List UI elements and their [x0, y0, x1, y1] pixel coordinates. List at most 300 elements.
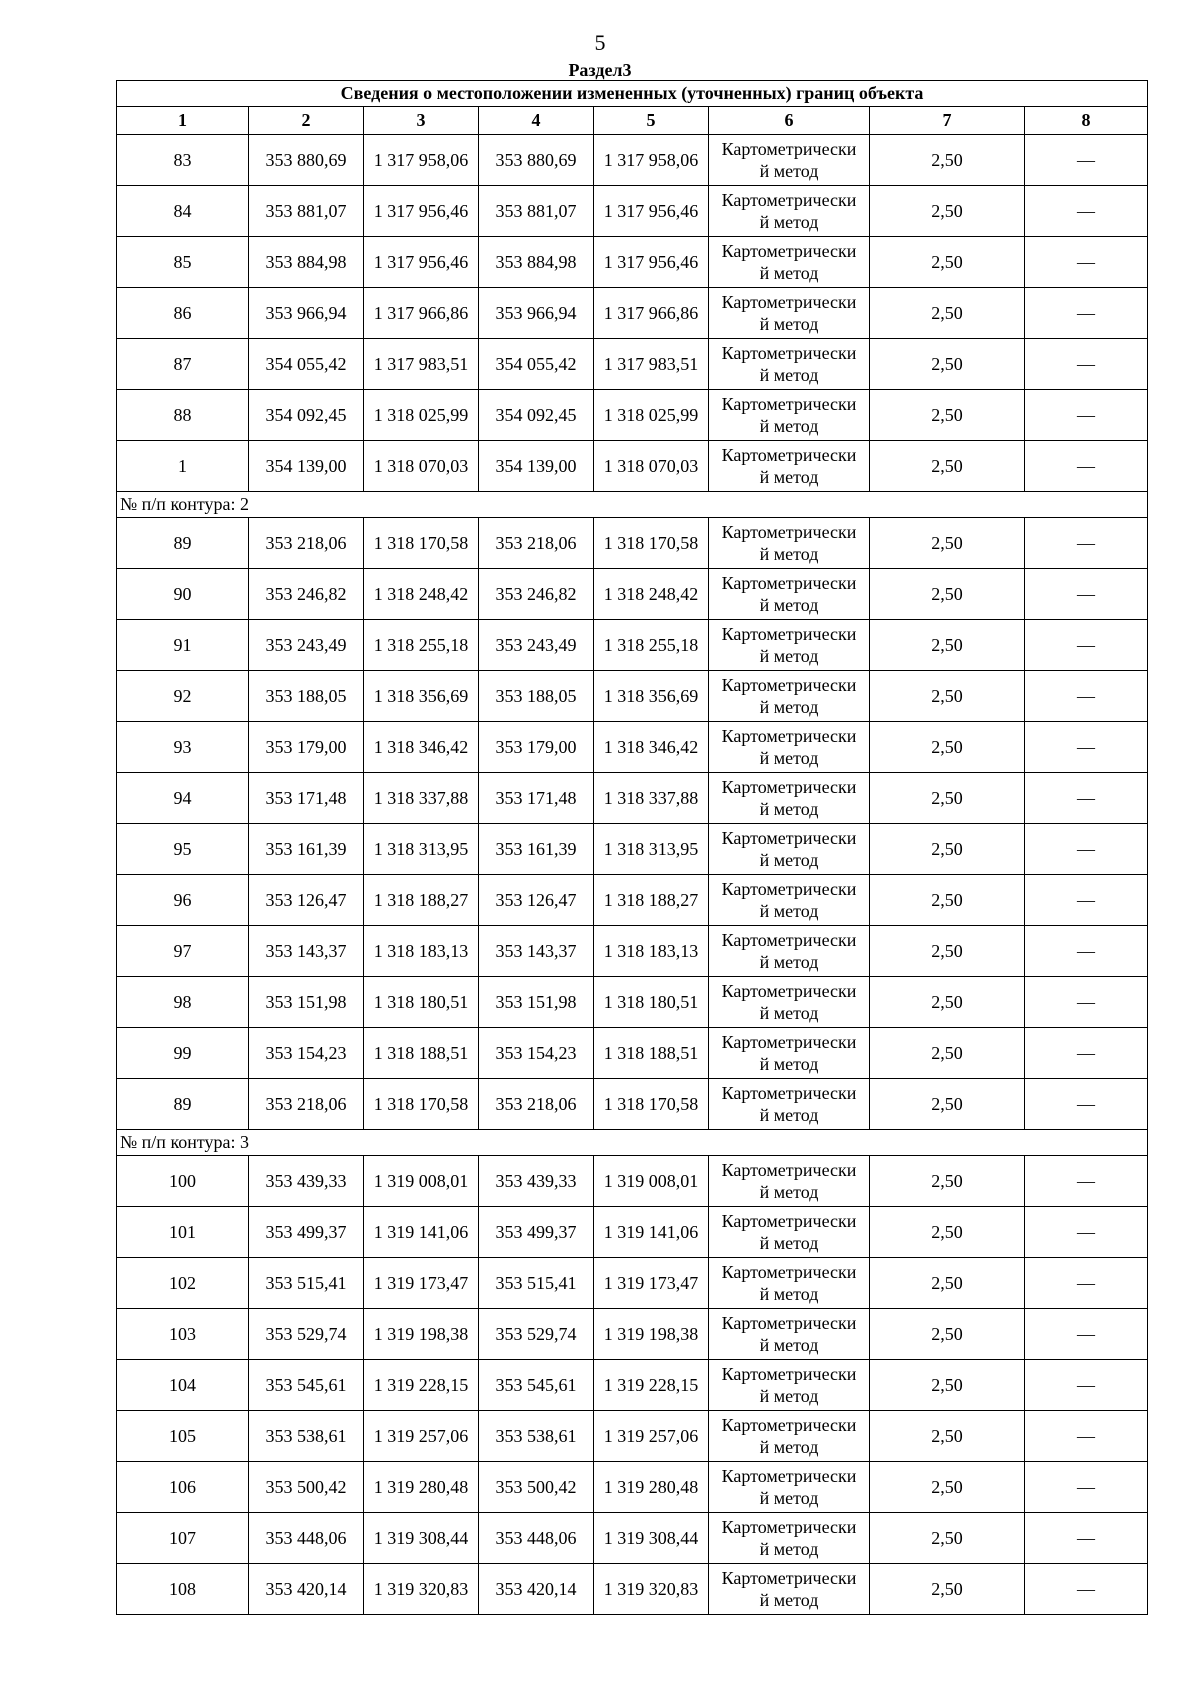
- method-cell: [709, 1513, 870, 1564]
- column-number-row: [117, 107, 1148, 135]
- method-cell: [709, 875, 870, 926]
- precision-cell: 2,50: [870, 1360, 1025, 1411]
- x-coordinate-cell: 353 499,37: [249, 1207, 364, 1258]
- precision-cell: 2,50: [870, 1462, 1025, 1513]
- column-number: 8: [1025, 107, 1148, 135]
- method-text-line1: Картометрически: [721, 879, 857, 899]
- dash-cell: —: [1025, 875, 1148, 926]
- y-coordinate-cell: 1 317 983,51: [364, 339, 479, 390]
- method-text-line1: Картометрически: [721, 573, 857, 593]
- y-coordinate-cell: 1 319 198,38: [364, 1309, 479, 1360]
- x-coordinate-cell: 353 500,42: [249, 1462, 364, 1513]
- method-text-line1: Картометрически: [721, 777, 857, 797]
- method-text-line2: й метод: [759, 314, 819, 334]
- y-coordinate-cell: 1 319 308,44: [364, 1513, 479, 1564]
- point-number-cell: 1: [117, 441, 249, 492]
- method-cell: [709, 620, 870, 671]
- table-row: [117, 1156, 1148, 1207]
- point-number-cell: 92: [117, 671, 249, 722]
- y-coordinate-new-cell: 1 319 280,48: [594, 1462, 709, 1513]
- dash-cell: —: [1025, 390, 1148, 441]
- y-coordinate-new-cell: 1 318 070,03: [594, 441, 709, 492]
- method-text-line2: й метод: [759, 1437, 819, 1457]
- dash-cell: —: [1025, 135, 1148, 186]
- method-cell: [709, 1207, 870, 1258]
- x-coordinate-new-cell: 353 161,39: [479, 824, 594, 875]
- method-text-line2: й метод: [759, 1233, 819, 1253]
- x-coordinate-cell: 353 515,41: [249, 1258, 364, 1309]
- x-coordinate-cell: 353 171,48: [249, 773, 364, 824]
- method-cell: [709, 1564, 870, 1615]
- table-row: [117, 339, 1148, 390]
- method-text-line2: й метод: [759, 1488, 819, 1508]
- point-number-cell: 102: [117, 1258, 249, 1309]
- point-number-cell: 94: [117, 773, 249, 824]
- x-coordinate-cell: 353 161,39: [249, 824, 364, 875]
- table-row: [117, 671, 1148, 722]
- table-row: [117, 1079, 1148, 1130]
- precision-cell: 2,50: [870, 1156, 1025, 1207]
- y-coordinate-cell: 1 318 170,58: [364, 518, 479, 569]
- dash-cell: —: [1025, 1564, 1148, 1615]
- method-text-line2: й метод: [759, 1284, 819, 1304]
- method-text-line2: й метод: [759, 1335, 819, 1355]
- y-coordinate-new-cell: 1 319 141,06: [594, 1207, 709, 1258]
- y-coordinate-new-cell: 1 319 008,01: [594, 1156, 709, 1207]
- x-coordinate-new-cell: 354 139,00: [479, 441, 594, 492]
- x-coordinate-cell: 354 092,45: [249, 390, 364, 441]
- y-coordinate-cell: 1 319 008,01: [364, 1156, 479, 1207]
- x-coordinate-cell: 353 246,82: [249, 569, 364, 620]
- table-row: [117, 1411, 1148, 1462]
- method-text-line1: Картометрически: [721, 726, 857, 746]
- y-coordinate-new-cell: 1 318 170,58: [594, 518, 709, 569]
- table-caption-row: [117, 81, 1148, 107]
- method-cell: [709, 186, 870, 237]
- x-coordinate-new-cell: 353 154,23: [479, 1028, 594, 1079]
- point-number-cell: 105: [117, 1411, 249, 1462]
- method-text-line2: й метод: [759, 263, 819, 283]
- x-coordinate-new-cell: 353 545,61: [479, 1360, 594, 1411]
- y-coordinate-cell: 1 319 173,47: [364, 1258, 479, 1309]
- point-number-cell: 84: [117, 186, 249, 237]
- precision-cell: 2,50: [870, 1028, 1025, 1079]
- method-text-line1: Картометрически: [721, 1083, 857, 1103]
- method-text-line2: й метод: [759, 1105, 819, 1125]
- precision-cell: 2,50: [870, 1079, 1025, 1130]
- y-coordinate-cell: 1 318 248,42: [364, 569, 479, 620]
- point-number-cell: 91: [117, 620, 249, 671]
- x-coordinate-new-cell: 353 143,37: [479, 926, 594, 977]
- method-text-line1: Картометрически: [721, 675, 857, 695]
- method-cell: [709, 773, 870, 824]
- y-coordinate-new-cell: 1 318 188,51: [594, 1028, 709, 1079]
- y-coordinate-new-cell: 1 319 257,06: [594, 1411, 709, 1462]
- table-row: [117, 1564, 1148, 1615]
- dash-cell: —: [1025, 773, 1148, 824]
- method-text-line1: Картометрически: [721, 624, 857, 644]
- x-coordinate-cell: 353 420,14: [249, 1564, 364, 1615]
- table-row: [117, 288, 1148, 339]
- precision-cell: 2,50: [870, 518, 1025, 569]
- point-number-cell: 97: [117, 926, 249, 977]
- y-coordinate-new-cell: 1 318 180,51: [594, 977, 709, 1028]
- method-cell: [709, 824, 870, 875]
- method-cell: [709, 1156, 870, 1207]
- method-text-line1: Картометрически: [721, 343, 857, 363]
- x-coordinate-new-cell: 353 515,41: [479, 1258, 594, 1309]
- precision-cell: 2,50: [870, 441, 1025, 492]
- x-coordinate-new-cell: 353 246,82: [479, 569, 594, 620]
- method-text-line2: й метод: [759, 901, 819, 921]
- y-coordinate-new-cell: 1 319 320,83: [594, 1564, 709, 1615]
- y-coordinate-cell: 1 319 320,83: [364, 1564, 479, 1615]
- x-coordinate-cell: 353 218,06: [249, 518, 364, 569]
- dash-cell: —: [1025, 1207, 1148, 1258]
- x-coordinate-new-cell: 353 171,48: [479, 773, 594, 824]
- dash-cell: —: [1025, 339, 1148, 390]
- column-number: 4: [479, 107, 594, 135]
- method-text-line2: й метод: [759, 595, 819, 615]
- point-number-cell: 86: [117, 288, 249, 339]
- x-coordinate-new-cell: 353 218,06: [479, 518, 594, 569]
- x-coordinate-new-cell: 354 092,45: [479, 390, 594, 441]
- dash-cell: —: [1025, 926, 1148, 977]
- method-text-line2: й метод: [759, 1054, 819, 1074]
- method-text-line1: Картометрически: [721, 139, 857, 159]
- method-text-line1: Картометрически: [721, 190, 857, 210]
- y-coordinate-new-cell: 1 319 228,15: [594, 1360, 709, 1411]
- x-coordinate-cell: 354 055,42: [249, 339, 364, 390]
- table-row: [117, 824, 1148, 875]
- y-coordinate-cell: 1 318 255,18: [364, 620, 479, 671]
- x-coordinate-new-cell: 353 188,05: [479, 671, 594, 722]
- table-row: [117, 1207, 1148, 1258]
- x-coordinate-cell: 353 545,61: [249, 1360, 364, 1411]
- method-text-line1: Картометрически: [721, 241, 857, 261]
- method-text-line2: й метод: [759, 416, 819, 436]
- y-coordinate-cell: 1 318 346,42: [364, 722, 479, 773]
- x-coordinate-cell: 353 966,94: [249, 288, 364, 339]
- method-cell: [709, 1079, 870, 1130]
- method-text-line1: Картометрически: [721, 1313, 857, 1333]
- y-coordinate-new-cell: 1 318 025,99: [594, 390, 709, 441]
- table-row: [117, 441, 1148, 492]
- dash-cell: —: [1025, 1411, 1148, 1462]
- dash-cell: —: [1025, 1079, 1148, 1130]
- method-text-line2: й метод: [759, 850, 819, 870]
- y-coordinate-new-cell: 1 318 356,69: [594, 671, 709, 722]
- method-cell: [709, 1462, 870, 1513]
- x-coordinate-new-cell: 354 055,42: [479, 339, 594, 390]
- method-cell: [709, 390, 870, 441]
- dash-cell: —: [1025, 620, 1148, 671]
- method-text-line1: Картометрически: [721, 445, 857, 465]
- dash-cell: —: [1025, 569, 1148, 620]
- table-caption: Сведения о местоположении измененных (уточненных) границ объекта: [117, 81, 1148, 107]
- precision-cell: 2,50: [870, 977, 1025, 1028]
- point-number-cell: 88: [117, 390, 249, 441]
- method-cell: [709, 288, 870, 339]
- y-coordinate-new-cell: 1 318 170,58: [594, 1079, 709, 1130]
- method-text-line1: Картометрически: [721, 1568, 857, 1588]
- method-text-line2: й метод: [759, 544, 819, 564]
- dash-cell: —: [1025, 237, 1148, 288]
- precision-cell: 2,50: [870, 1411, 1025, 1462]
- precision-cell: 2,50: [870, 569, 1025, 620]
- method-cell: [709, 1028, 870, 1079]
- dash-cell: —: [1025, 1513, 1148, 1564]
- y-coordinate-new-cell: 1 317 983,51: [594, 339, 709, 390]
- point-number-cell: 104: [117, 1360, 249, 1411]
- contour-header-row: [117, 492, 1148, 518]
- x-coordinate-new-cell: 353 499,37: [479, 1207, 594, 1258]
- contour-header-row: [117, 1130, 1148, 1156]
- method-text-line1: Картометрически: [721, 1466, 857, 1486]
- x-coordinate-cell: 353 143,37: [249, 926, 364, 977]
- method-cell: [709, 1258, 870, 1309]
- method-text-line1: Картометрически: [721, 1415, 857, 1435]
- method-text-line1: Картометрически: [721, 292, 857, 312]
- y-coordinate-cell: 1 318 337,88: [364, 773, 479, 824]
- column-number: 6: [709, 107, 870, 135]
- dash-cell: —: [1025, 186, 1148, 237]
- x-coordinate-cell: 353 884,98: [249, 237, 364, 288]
- precision-cell: 2,50: [870, 926, 1025, 977]
- x-coordinate-cell: 353 126,47: [249, 875, 364, 926]
- method-cell: [709, 237, 870, 288]
- y-coordinate-cell: 1 318 183,13: [364, 926, 479, 977]
- dash-cell: —: [1025, 1156, 1148, 1207]
- x-coordinate-new-cell: 353 529,74: [479, 1309, 594, 1360]
- point-number-cell: 90: [117, 569, 249, 620]
- table-row: [117, 722, 1148, 773]
- point-number-cell: 96: [117, 875, 249, 926]
- point-number-cell: 87: [117, 339, 249, 390]
- x-coordinate-cell: 353 529,74: [249, 1309, 364, 1360]
- point-number-cell: 103: [117, 1309, 249, 1360]
- method-text-line1: Картометрически: [721, 1032, 857, 1052]
- y-coordinate-cell: 1 317 956,46: [364, 186, 479, 237]
- precision-cell: 2,50: [870, 722, 1025, 773]
- method-text-line1: Картометрически: [721, 981, 857, 1001]
- method-text-line2: й метод: [759, 799, 819, 819]
- precision-cell: 2,50: [870, 773, 1025, 824]
- x-coordinate-cell: 353 439,33: [249, 1156, 364, 1207]
- table-row: [117, 926, 1148, 977]
- method-text-line2: й метод: [759, 748, 819, 768]
- table-row: [117, 186, 1148, 237]
- x-coordinate-new-cell: 353 218,06: [479, 1079, 594, 1130]
- precision-cell: 2,50: [870, 339, 1025, 390]
- y-coordinate-new-cell: 1 318 337,88: [594, 773, 709, 824]
- contour-label: № п/п контура: 3: [117, 1130, 1148, 1156]
- x-coordinate-new-cell: 353 439,33: [479, 1156, 594, 1207]
- dash-cell: —: [1025, 824, 1148, 875]
- contour-label: № п/п контура: 2: [117, 492, 1148, 518]
- precision-cell: 2,50: [870, 1309, 1025, 1360]
- x-coordinate-cell: 353 448,06: [249, 1513, 364, 1564]
- method-cell: [709, 135, 870, 186]
- method-text-line2: й метод: [759, 1386, 819, 1406]
- precision-cell: 2,50: [870, 875, 1025, 926]
- table-row: [117, 1258, 1148, 1309]
- y-coordinate-new-cell: 1 317 966,86: [594, 288, 709, 339]
- x-coordinate-cell: 353 218,06: [249, 1079, 364, 1130]
- y-coordinate-cell: 1 319 141,06: [364, 1207, 479, 1258]
- y-coordinate-new-cell: 1 317 956,46: [594, 186, 709, 237]
- table-row: [117, 773, 1148, 824]
- x-coordinate-cell: 353 179,00: [249, 722, 364, 773]
- y-coordinate-cell: 1 318 025,99: [364, 390, 479, 441]
- table-row: [117, 237, 1148, 288]
- y-coordinate-new-cell: 1 318 188,27: [594, 875, 709, 926]
- method-text-line2: й метод: [759, 161, 819, 181]
- method-text-line1: Картометрически: [721, 1517, 857, 1537]
- precision-cell: 2,50: [870, 1513, 1025, 1564]
- x-coordinate-cell: 353 151,98: [249, 977, 364, 1028]
- method-text-line1: Картометрически: [721, 1211, 857, 1231]
- y-coordinate-new-cell: 1 318 255,18: [594, 620, 709, 671]
- table-row: [117, 390, 1148, 441]
- y-coordinate-new-cell: 1 318 346,42: [594, 722, 709, 773]
- column-number: 7: [870, 107, 1025, 135]
- y-coordinate-new-cell: 1 319 308,44: [594, 1513, 709, 1564]
- table-row: [117, 977, 1148, 1028]
- x-coordinate-cell: 353 154,23: [249, 1028, 364, 1079]
- dash-cell: —: [1025, 288, 1148, 339]
- point-number-cell: 85: [117, 237, 249, 288]
- x-coordinate-new-cell: 353 881,07: [479, 186, 594, 237]
- point-number-cell: 83: [117, 135, 249, 186]
- y-coordinate-cell: 1 317 956,46: [364, 237, 479, 288]
- x-coordinate-new-cell: 353 126,47: [479, 875, 594, 926]
- x-coordinate-new-cell: 353 448,06: [479, 1513, 594, 1564]
- method-text-line2: й метод: [759, 467, 819, 487]
- method-text-line1: Картометрически: [721, 930, 857, 950]
- y-coordinate-new-cell: 1 317 956,46: [594, 237, 709, 288]
- table-row: [117, 135, 1148, 186]
- column-number: 2: [249, 107, 364, 135]
- x-coordinate-new-cell: 353 966,94: [479, 288, 594, 339]
- method-cell: [709, 569, 870, 620]
- table-row: [117, 875, 1148, 926]
- precision-cell: 2,50: [870, 671, 1025, 722]
- method-text-line1: Картометрически: [721, 394, 857, 414]
- y-coordinate-new-cell: 1 319 198,38: [594, 1309, 709, 1360]
- method-cell: [709, 926, 870, 977]
- point-number-cell: 89: [117, 1079, 249, 1130]
- table-row: [117, 569, 1148, 620]
- dash-cell: —: [1025, 1462, 1148, 1513]
- y-coordinate-cell: 1 318 188,51: [364, 1028, 479, 1079]
- method-text-line2: й метод: [759, 697, 819, 717]
- method-cell: [709, 339, 870, 390]
- precision-cell: 2,50: [870, 288, 1025, 339]
- column-number: 3: [364, 107, 479, 135]
- table-row: [117, 518, 1148, 569]
- method-text-line2: й метод: [759, 1003, 819, 1023]
- method-cell: [709, 1360, 870, 1411]
- method-text-line2: й метод: [759, 646, 819, 666]
- x-coordinate-cell: 353 881,07: [249, 186, 364, 237]
- column-number: 1: [117, 107, 249, 135]
- section-title: Раздел3: [568, 60, 632, 80]
- method-text-line2: й метод: [759, 1590, 819, 1610]
- y-coordinate-cell: 1 318 188,27: [364, 875, 479, 926]
- precision-cell: 2,50: [870, 135, 1025, 186]
- y-coordinate-cell: 1 317 958,06: [364, 135, 479, 186]
- y-coordinate-cell: 1 317 966,86: [364, 288, 479, 339]
- point-number-cell: 93: [117, 722, 249, 773]
- dash-cell: —: [1025, 671, 1148, 722]
- x-coordinate-new-cell: 353 243,49: [479, 620, 594, 671]
- table-row: [117, 620, 1148, 671]
- table-body: [117, 135, 1148, 1615]
- dash-cell: —: [1025, 1360, 1148, 1411]
- x-coordinate-cell: 353 538,61: [249, 1411, 364, 1462]
- point-number-cell: 98: [117, 977, 249, 1028]
- precision-cell: 2,50: [870, 186, 1025, 237]
- y-coordinate-cell: 1 318 313,95: [364, 824, 479, 875]
- method-text-line1: Картометрически: [721, 1364, 857, 1384]
- method-text-line2: й метод: [759, 212, 819, 232]
- method-text-line1: Картометрически: [721, 828, 857, 848]
- y-coordinate-new-cell: 1 317 958,06: [594, 135, 709, 186]
- method-cell: [709, 518, 870, 569]
- point-number-cell: 101: [117, 1207, 249, 1258]
- x-coordinate-new-cell: 353 420,14: [479, 1564, 594, 1615]
- y-coordinate-cell: 1 319 280,48: [364, 1462, 479, 1513]
- x-coordinate-new-cell: 353 884,98: [479, 237, 594, 288]
- method-cell: [709, 441, 870, 492]
- x-coordinate-new-cell: 353 500,42: [479, 1462, 594, 1513]
- x-coordinate-new-cell: 353 151,98: [479, 977, 594, 1028]
- y-coordinate-cell: 1 319 257,06: [364, 1411, 479, 1462]
- method-text-line1: Картометрически: [721, 1262, 857, 1282]
- point-number-cell: 95: [117, 824, 249, 875]
- x-coordinate-new-cell: 353 538,61: [479, 1411, 594, 1462]
- y-coordinate-cell: 1 318 180,51: [364, 977, 479, 1028]
- y-coordinate-new-cell: 1 319 173,47: [594, 1258, 709, 1309]
- dash-cell: —: [1025, 1309, 1148, 1360]
- dash-cell: —: [1025, 441, 1148, 492]
- y-coordinate-cell: 1 318 170,58: [364, 1079, 479, 1130]
- y-coordinate-cell: 1 318 356,69: [364, 671, 479, 722]
- dash-cell: —: [1025, 977, 1148, 1028]
- x-coordinate-cell: 353 880,69: [249, 135, 364, 186]
- x-coordinate-cell: 353 243,49: [249, 620, 364, 671]
- method-text-line2: й метод: [759, 1182, 819, 1202]
- method-cell: [709, 1309, 870, 1360]
- precision-cell: 2,50: [870, 824, 1025, 875]
- precision-cell: 2,50: [870, 1564, 1025, 1615]
- precision-cell: 2,50: [870, 237, 1025, 288]
- precision-cell: 2,50: [870, 1258, 1025, 1309]
- method-text-line2: й метод: [759, 952, 819, 972]
- method-text-line2: й метод: [759, 365, 819, 385]
- precision-cell: 2,50: [870, 620, 1025, 671]
- precision-cell: 2,50: [870, 1207, 1025, 1258]
- x-coordinate-new-cell: 353 880,69: [479, 135, 594, 186]
- table-row: [117, 1462, 1148, 1513]
- point-number-cell: 107: [117, 1513, 249, 1564]
- dash-cell: —: [1025, 518, 1148, 569]
- method-text-line1: Картометрически: [721, 1160, 857, 1180]
- point-number-cell: 106: [117, 1462, 249, 1513]
- table-row: [117, 1513, 1148, 1564]
- dash-cell: —: [1025, 1028, 1148, 1079]
